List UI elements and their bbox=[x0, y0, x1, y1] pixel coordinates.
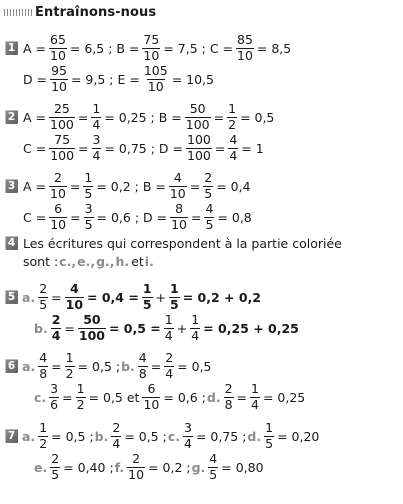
denominator: 5 bbox=[170, 296, 179, 312]
numerator: 4 bbox=[138, 350, 147, 365]
text: = 9,5 ; E = bbox=[70, 71, 140, 87]
fraction bbox=[224, 383, 234, 411]
numerator: 4 bbox=[205, 201, 214, 216]
text: = 0,4 = bbox=[87, 289, 139, 305]
text: = bbox=[78, 140, 89, 156]
exercise-number-badge: 3 bbox=[5, 179, 18, 193]
text: = 0,25 bbox=[262, 389, 306, 405]
text: = bbox=[51, 289, 62, 305]
text: = 0,6 ; bbox=[163, 389, 206, 405]
numerator: 105 bbox=[143, 63, 168, 78]
fraction bbox=[183, 422, 193, 450]
fraction bbox=[127, 453, 145, 481]
fraction bbox=[65, 352, 75, 380]
exercise-7-line-1 bbox=[5, 421, 320, 451]
text: = bbox=[189, 178, 201, 194]
item-label: e. bbox=[34, 459, 48, 475]
numerator: 8 bbox=[175, 201, 184, 216]
item-label: b. bbox=[34, 320, 48, 336]
exercise-number-badge: 7 bbox=[5, 429, 18, 443]
denominator: 4 bbox=[92, 116, 101, 132]
text: = bbox=[213, 109, 225, 125]
answer-label: h. bbox=[115, 253, 130, 269]
fraction bbox=[50, 453, 60, 481]
numerator: 50 bbox=[83, 312, 101, 327]
exercise-number-badge: 6 bbox=[5, 359, 18, 373]
fraction bbox=[49, 134, 75, 162]
stripes-decoration bbox=[4, 9, 32, 16]
numerator: 2 bbox=[51, 312, 61, 327]
fraction bbox=[142, 383, 160, 411]
fraction bbox=[227, 103, 237, 131]
numerator: 1 bbox=[251, 381, 259, 396]
exercise-3-line-2 bbox=[22, 202, 253, 232]
denominator: 10 bbox=[147, 78, 164, 94]
denominator: 5 bbox=[84, 216, 93, 232]
text: = bbox=[70, 209, 81, 225]
text: = 0,75 ; bbox=[195, 428, 247, 444]
fraction bbox=[92, 134, 102, 162]
text: sont : bbox=[23, 253, 59, 269]
numerator: 25 bbox=[53, 101, 70, 116]
numerator: 1 bbox=[228, 101, 237, 116]
exercise-number-badge: 1 bbox=[5, 41, 18, 55]
denominator: 5 bbox=[205, 216, 214, 232]
numerator: 1 bbox=[76, 381, 85, 396]
item-label: a. bbox=[22, 358, 36, 374]
numerator: 75 bbox=[54, 132, 71, 147]
fraction bbox=[49, 172, 67, 200]
text: = bbox=[236, 389, 248, 405]
numerator: 4 bbox=[209, 451, 218, 466]
numerator: 95 bbox=[51, 63, 67, 78]
fraction bbox=[78, 314, 106, 342]
exercise-1-line-2 bbox=[22, 64, 215, 94]
answer-label: c., bbox=[59, 253, 77, 269]
text: = 0,8 bbox=[217, 209, 252, 225]
text: C = bbox=[23, 140, 47, 156]
item-label: d. bbox=[206, 389, 221, 405]
numerator: 75 bbox=[143, 32, 160, 47]
numerator: 6 bbox=[54, 201, 63, 216]
item-label: a. bbox=[22, 289, 36, 305]
numerator: 2 bbox=[112, 420, 121, 435]
text: = 0,5 ; bbox=[77, 358, 121, 374]
denominator: 2 bbox=[65, 365, 74, 381]
denominator: 10 bbox=[51, 78, 67, 94]
exercise-number-badge: 4 bbox=[5, 236, 18, 250]
numerator: 1 bbox=[170, 281, 179, 296]
numerator: 100 bbox=[187, 132, 211, 147]
denominator: 2 bbox=[228, 116, 237, 132]
fraction bbox=[51, 314, 62, 342]
text: D = bbox=[23, 71, 48, 87]
text: = 0,5 = bbox=[108, 320, 161, 336]
numerator: 3 bbox=[50, 381, 59, 396]
text: = 6,5 ; B = bbox=[69, 40, 140, 56]
fraction bbox=[190, 314, 200, 342]
numerator: 2 bbox=[224, 381, 233, 396]
text: Les écritures qui correspondent à la partie coloriée bbox=[23, 235, 342, 251]
denominator: 4 bbox=[164, 327, 173, 343]
denominator: 4 bbox=[112, 435, 121, 451]
numerator: 1 bbox=[142, 281, 152, 296]
fraction bbox=[264, 422, 274, 450]
fraction bbox=[49, 383, 59, 411]
fraction bbox=[38, 283, 48, 311]
fraction bbox=[76, 383, 86, 411]
denominator: 10 bbox=[143, 47, 160, 63]
numerator: 2 bbox=[53, 170, 62, 185]
numerator: 1 bbox=[164, 312, 173, 327]
denominator: 10 bbox=[169, 185, 186, 201]
exercise-number-badge: 5 bbox=[5, 290, 18, 304]
denominator: 5 bbox=[209, 466, 218, 482]
denominator: 10 bbox=[128, 466, 145, 482]
denominator: 4 bbox=[229, 147, 238, 163]
denominator: 100 bbox=[50, 116, 74, 132]
fraction bbox=[169, 283, 180, 311]
exercise-3-line-1 bbox=[5, 171, 252, 201]
fraction bbox=[38, 352, 48, 380]
denominator: 5 bbox=[142, 296, 152, 312]
fraction bbox=[49, 103, 75, 131]
denominator: 4 bbox=[184, 435, 192, 451]
text: + bbox=[176, 320, 188, 336]
numerator: 2 bbox=[132, 451, 141, 466]
fraction bbox=[111, 422, 121, 450]
text: = 0,5 ; bbox=[51, 428, 94, 444]
denominator: 2 bbox=[76, 396, 85, 412]
exercise-number-badge: 2 bbox=[5, 110, 18, 124]
numerator: 3 bbox=[92, 132, 101, 147]
numerator: 2 bbox=[204, 170, 213, 185]
text: = 1 bbox=[241, 140, 264, 156]
denominator: 6 bbox=[50, 396, 59, 412]
numerator: 4 bbox=[69, 281, 79, 296]
item-label: f. bbox=[114, 459, 125, 475]
denominator: 5 bbox=[265, 435, 274, 451]
text: = 0,25 + 0,25 bbox=[203, 320, 299, 336]
numerator: 4 bbox=[229, 132, 238, 147]
answer-label: e., bbox=[77, 253, 96, 269]
text: = bbox=[150, 358, 162, 374]
text: = 10,5 bbox=[171, 71, 214, 87]
denominator: 5 bbox=[51, 466, 60, 482]
denominator: 8 bbox=[224, 396, 233, 412]
fraction bbox=[250, 383, 260, 411]
fraction bbox=[164, 352, 174, 380]
denominator: 10 bbox=[65, 296, 84, 312]
numerator: 2 bbox=[39, 281, 48, 296]
fraction bbox=[49, 34, 67, 62]
numerator: 3 bbox=[84, 201, 93, 216]
exercise-2-line-2 bbox=[22, 133, 265, 163]
text: = 0,20 bbox=[277, 428, 320, 444]
text: = 0,6 ; D = bbox=[96, 209, 168, 225]
numerator: 1 bbox=[265, 420, 274, 435]
exercise-5-line-b bbox=[34, 313, 300, 343]
exercise-5-line-a bbox=[5, 282, 262, 312]
section-title: Entraînons-nous bbox=[35, 4, 157, 20]
fraction bbox=[142, 283, 153, 311]
item-label: c. bbox=[167, 428, 180, 444]
exercise-1-line-1 bbox=[5, 33, 292, 63]
numerator: 1 bbox=[191, 312, 200, 327]
fraction bbox=[38, 422, 48, 450]
text: = 0,5 bbox=[177, 358, 212, 374]
fraction bbox=[91, 103, 101, 131]
fraction bbox=[185, 103, 211, 131]
text: = 0,5 ; bbox=[124, 428, 167, 444]
text: et bbox=[131, 253, 144, 269]
item-label: c. bbox=[34, 389, 47, 405]
fraction bbox=[143, 65, 169, 93]
denominator: 2 bbox=[39, 435, 48, 451]
numerator: 4 bbox=[173, 170, 182, 185]
text: A = bbox=[23, 109, 46, 125]
fraction bbox=[65, 283, 84, 311]
exercise-7-line-2 bbox=[34, 452, 265, 482]
denominator: 4 bbox=[51, 327, 61, 343]
text: = bbox=[191, 209, 202, 225]
text: = 0,2 + 0,2 bbox=[182, 289, 262, 305]
denominator: 100 bbox=[187, 147, 211, 163]
text: A = bbox=[23, 40, 46, 56]
denominator: 100 bbox=[78, 327, 105, 343]
exercise-4-line-2 bbox=[22, 253, 155, 269]
denominator: 10 bbox=[50, 47, 66, 63]
denominator: 5 bbox=[84, 185, 93, 201]
item-label: g. bbox=[191, 459, 206, 475]
text: A = bbox=[23, 178, 46, 194]
numerator: 2 bbox=[165, 350, 174, 365]
text: + bbox=[155, 289, 167, 305]
answer-label: g., bbox=[96, 253, 115, 269]
text: = 0,40 ; bbox=[63, 459, 114, 475]
answer-label: i. bbox=[144, 253, 154, 269]
text: = bbox=[69, 178, 81, 194]
fraction bbox=[83, 172, 93, 200]
fraction bbox=[186, 134, 212, 162]
numerator: 2 bbox=[51, 451, 60, 466]
denominator: 4 bbox=[92, 147, 101, 163]
text: = 0,4 bbox=[216, 178, 251, 194]
numerator: 1 bbox=[39, 420, 48, 435]
denominator: 10 bbox=[237, 47, 253, 63]
item-label: a. bbox=[22, 428, 36, 444]
denominator: 10 bbox=[171, 216, 187, 232]
denominator: 4 bbox=[191, 327, 200, 343]
exercise-2-line-1 bbox=[5, 102, 275, 132]
text: = 0,2 ; bbox=[148, 459, 191, 475]
text: = 0,75 ; D = bbox=[104, 140, 183, 156]
denominator: 4 bbox=[251, 396, 259, 412]
text: = 0,5 bbox=[240, 109, 275, 125]
denominator: 10 bbox=[143, 396, 160, 412]
denominator: 100 bbox=[50, 147, 75, 163]
fraction bbox=[236, 34, 254, 62]
text: C = bbox=[23, 209, 47, 225]
exercise-4-line-1 bbox=[5, 235, 343, 251]
exercise-6-line-2 bbox=[34, 382, 306, 412]
denominator: 8 bbox=[39, 365, 48, 381]
text: = 0,2 ; B = bbox=[96, 178, 166, 194]
fraction bbox=[138, 352, 148, 380]
item-label: b. bbox=[121, 358, 135, 374]
numerator: 85 bbox=[237, 32, 253, 47]
fraction bbox=[204, 203, 214, 231]
denominator: 10 bbox=[50, 216, 67, 232]
numerator: 4 bbox=[39, 350, 48, 365]
numerator: 6 bbox=[147, 381, 156, 396]
fraction bbox=[164, 314, 174, 342]
text: = 0,80 bbox=[221, 459, 264, 475]
fraction bbox=[228, 134, 238, 162]
denominator: 5 bbox=[39, 296, 48, 312]
denominator: 4 bbox=[165, 365, 174, 381]
fraction bbox=[49, 203, 67, 231]
text: = bbox=[77, 109, 89, 125]
numerator: 1 bbox=[84, 170, 93, 185]
item-label: d. bbox=[247, 428, 262, 444]
fraction bbox=[170, 203, 188, 231]
numerator: 3 bbox=[184, 420, 192, 435]
text: = 7,5 ; C = bbox=[163, 40, 233, 56]
numerator: 1 bbox=[92, 101, 101, 116]
text: = 8,5 bbox=[256, 40, 292, 56]
numerator: 50 bbox=[189, 101, 206, 116]
denominator: 100 bbox=[185, 116, 210, 132]
fraction bbox=[208, 453, 218, 481]
text: = bbox=[62, 389, 73, 405]
text: = bbox=[64, 320, 75, 336]
text: = 0,25 ; B = bbox=[104, 109, 182, 125]
fraction bbox=[142, 34, 160, 62]
fraction bbox=[84, 203, 94, 231]
denominator: 10 bbox=[50, 185, 66, 201]
text: = 0,5 et bbox=[88, 389, 140, 405]
denominator: 8 bbox=[138, 365, 147, 381]
section-header bbox=[4, 3, 156, 21]
text: = bbox=[51, 358, 62, 374]
fraction bbox=[169, 172, 187, 200]
fraction bbox=[50, 65, 68, 93]
exercise-6-line-1 bbox=[5, 351, 213, 381]
item-label: b. bbox=[94, 428, 109, 444]
numerator: 1 bbox=[65, 350, 74, 365]
text: = bbox=[214, 140, 226, 156]
denominator: 5 bbox=[204, 185, 213, 201]
numerator: 65 bbox=[50, 32, 66, 47]
fraction bbox=[203, 172, 213, 200]
